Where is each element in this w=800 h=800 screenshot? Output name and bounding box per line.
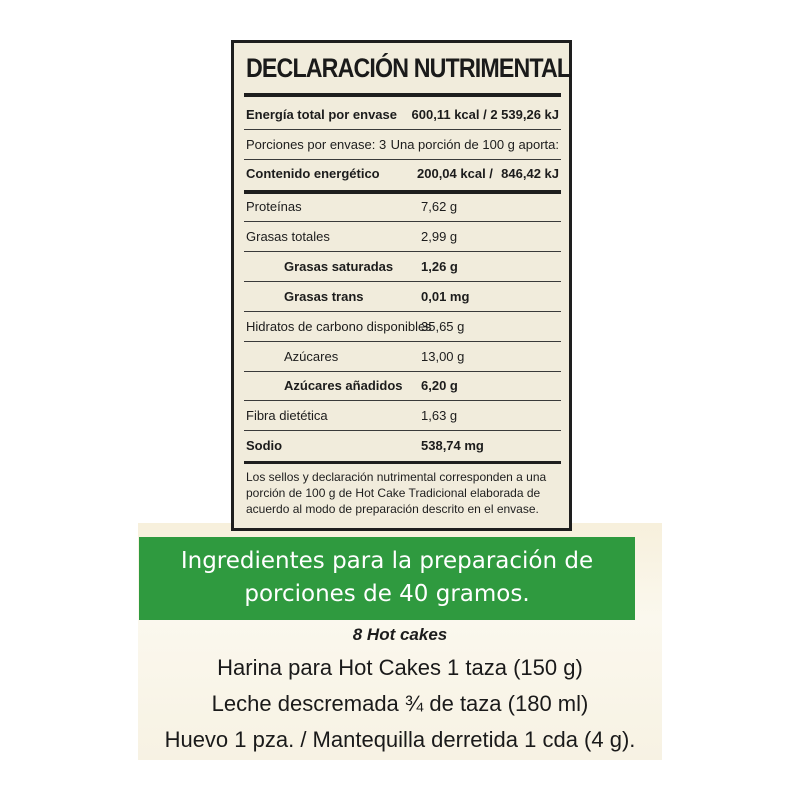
divider xyxy=(244,461,561,464)
divider xyxy=(244,221,561,222)
label-footnote: Los sellos y declaración nutrimental corresponden a una porción de 100 g de Hot Cake Tradicional elaborada de acuerdo al modo de preparación descrito en el envase. xyxy=(246,470,547,516)
divider xyxy=(244,159,561,160)
label-title: DECLARACIÓN NUTRIMENTAL xyxy=(246,53,571,83)
nutrient-name: Sodio xyxy=(246,438,283,453)
divider xyxy=(244,311,561,312)
nutrient-value: 35,65 g xyxy=(421,319,465,334)
nutrient-name: Azúcares xyxy=(284,349,339,364)
ingredients-banner xyxy=(139,537,635,620)
nutrient-value: 13,00 g xyxy=(421,349,465,364)
energy-content-kcal: 200,04 kcal / xyxy=(417,166,493,181)
banner-line: porciones de 40 gramos. xyxy=(244,581,530,607)
nutrient-name: Hidratos de carbono disponibles xyxy=(246,319,432,334)
divider xyxy=(244,430,561,431)
nutrient-value: 1,63 g xyxy=(421,408,458,423)
energy-total-value: 600,11 kcal / 2 539,26 kJ xyxy=(411,107,559,122)
nutrient-value: 2,99 g xyxy=(421,229,458,244)
servings-label: Porciones por envase: 3 xyxy=(246,137,387,152)
banner-line: Ingredientes para la preparación de xyxy=(180,548,594,574)
divider xyxy=(244,190,561,194)
divider xyxy=(244,371,561,372)
nutrient-value: 7,62 g xyxy=(421,199,458,214)
nutrient-value: 1,26 g xyxy=(421,259,458,274)
recipe xyxy=(138,620,662,758)
divider xyxy=(244,251,561,252)
nutrient-name: Fibra dietética xyxy=(246,408,328,423)
nutrient-name: Azúcares añadidos xyxy=(284,378,403,393)
divider xyxy=(244,281,561,282)
nutrient-name: Proteínas xyxy=(246,199,302,214)
divider xyxy=(244,400,561,401)
divider xyxy=(244,341,561,342)
divider xyxy=(244,93,561,97)
nutrient-name: Grasas saturadas xyxy=(284,259,394,274)
serving-size-text: Una porción de 100 g aporta: xyxy=(390,137,559,152)
nutrition-facts-label xyxy=(231,40,572,531)
ingredient-line: Harina para Hot Cakes 1 taza (150 g) xyxy=(217,655,583,680)
nutrient-name: Grasas totales xyxy=(246,229,330,244)
energy-content-label: Contenido energético xyxy=(246,166,380,181)
ingredient-line: Leche descremada ¾ de taza (180 ml) xyxy=(211,691,589,716)
energy-total-label: Energía total por envase xyxy=(246,107,397,122)
recipe-yield: 8 Hot cakes xyxy=(352,625,448,644)
energy-content-kj: 846,42 kJ xyxy=(501,166,559,181)
nutrient-value: 538,74 mg xyxy=(421,438,484,453)
ingredient-line: Huevo 1 pza. / Mantequilla derretida 1 cda (4 g). xyxy=(164,727,636,752)
divider xyxy=(244,129,561,130)
nutrient-name: Grasas trans xyxy=(284,289,364,304)
nutrient-value: 0,01 mg xyxy=(421,289,470,304)
nutrient-value: 6,20 g xyxy=(421,378,458,393)
